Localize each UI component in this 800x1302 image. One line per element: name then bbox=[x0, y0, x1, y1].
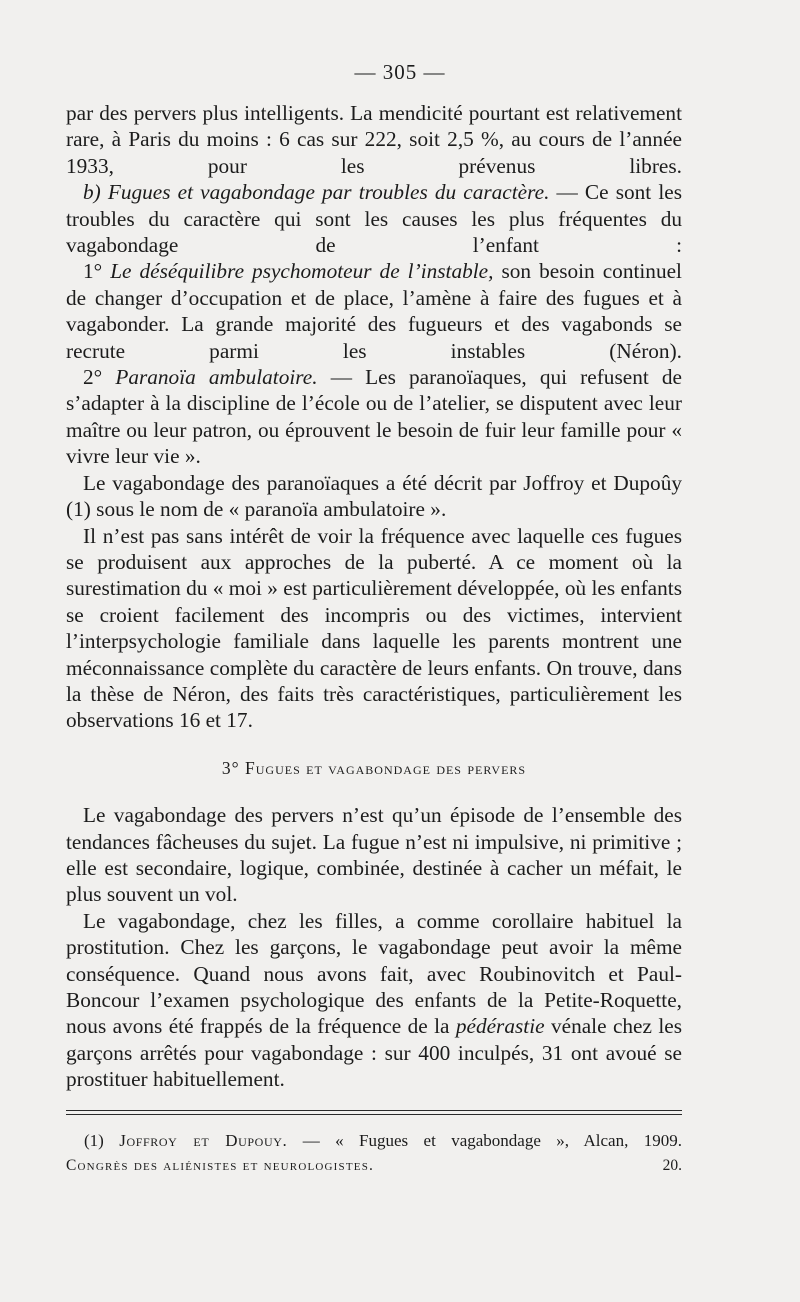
paragraph-7: Le vagabondage des pervers n’est qu’un épisode de l’ensemble des tendances fâcheuses du sujet. La fugue n’est ni impulsive, ni primitive ; elle est secondaire, logique, combinée, destinée à cacher un méfait, le plus souvent un vol. bbox=[66, 803, 682, 907]
running-footer bbox=[66, 1156, 682, 1176]
paragraph-3-number: 1° bbox=[83, 259, 111, 284]
paragraph-5: Le vagabondage des paranoïaques a été décrit par Joffroy et Dupoûy (1) sous le nom de « paranoïa ambulatoire ». bbox=[66, 470, 682, 522]
paragraph-8-text-before: Le vagabondage, chez les filles, a comme corollaire habituel la prostitution. Chez les garçons, le vagabondage peut avoir la même conséquence. Quand nous avons fait, avec Roubinovitch et Paul-Boncour l’examen psychologique des enfants de la Petite-Roquette, nous avons été frappés de la fréquence de la bbox=[66, 908, 682, 1039]
paragraph-3-text: son besoin continuel de changer d’occupation et de place, l’amène à faire des fugues et à vagabonder. La grande majorité des fugueurs et des vagabonds se recrute parmi les instables (Néron). bbox=[66, 259, 682, 363]
footer-title: Congrès des aliénistes et neurologistes. bbox=[66, 1157, 375, 1174]
paragraph-3 bbox=[66, 258, 682, 364]
paragraph-4-text: — Les paranoïaques, qui refusent de s’adapter à la discipline de l’école ou de l’atelier, se disputent avec leur maître ou leur patron, ou éprouvent le besoin de fuir leur famille pour « vivre leur vie ». bbox=[66, 365, 682, 469]
paragraph-8-text-after: vénale chez les garçons arrêtés pour vagabondage : sur 400 inculpés, 31 ont avoué se prostituer habituellement. bbox=[66, 1014, 682, 1092]
footnote-marker: (1) bbox=[84, 1131, 120, 1150]
body-text bbox=[66, 100, 682, 1093]
paragraph-2-text: — Ce sont les troubles du caractère qui sont les causes les plus fréquentes du vagabondage de l’enfant : bbox=[66, 180, 682, 258]
paragraph-4 bbox=[66, 364, 682, 470]
footnote-authors: Joffroy et Dupouy. bbox=[119, 1131, 288, 1150]
page-number: — 305 — bbox=[354, 60, 446, 84]
section-heading: 3° Fugues et vagabondage des pervers bbox=[221, 757, 527, 778]
paragraph-1: par des pervers plus intelligents. La mendicité pourtant est relativement rare, à Paris du moins : 6 cas sur 222, soit 2,5 %, au cours de l’année 1933, pour les prévenus libres. bbox=[66, 101, 682, 178]
footnote-divider-secondary bbox=[66, 1114, 682, 1115]
paragraph-8 bbox=[66, 908, 682, 1093]
footer-signature-number: 20. bbox=[662, 1157, 682, 1174]
paragraph-6: Il n’est pas sans intérêt de voir la fréquence avec laquelle ces fugues se produisent aux approches de la puberté. A ce moment où la surestimation du « moi » est particulièrement développée, où les enfants se croient facilement des incompris ou des victimes, intervient l’interpsychologie familiale dans laquelle les parents montrent une méconnaissance complète du caractère de leurs enfants. On trouve, dans la thèse de Néron, des faits très caractéristiques, particulièrement les observations 16 et 17. bbox=[66, 523, 682, 733]
paragraph-3-heading: Le déséquilibre psychomoteur de l’instable, bbox=[110, 259, 494, 284]
paragraph-8-italic-term: pédérastie bbox=[455, 1014, 545, 1039]
footnote-divider bbox=[66, 1110, 682, 1111]
paragraph-4-number: 2° bbox=[83, 365, 116, 390]
paragraph-2 bbox=[66, 179, 682, 258]
footnote bbox=[84, 1130, 682, 1152]
paragraph-2-heading: b) Fugues et vagabondage par troubles du caractère. bbox=[83, 180, 550, 205]
footnote-text: — « Fugues et vagabondage », Alcan, 1909. bbox=[287, 1131, 683, 1150]
paragraph-4-heading: Paranoïa ambulatoire. bbox=[115, 365, 318, 390]
